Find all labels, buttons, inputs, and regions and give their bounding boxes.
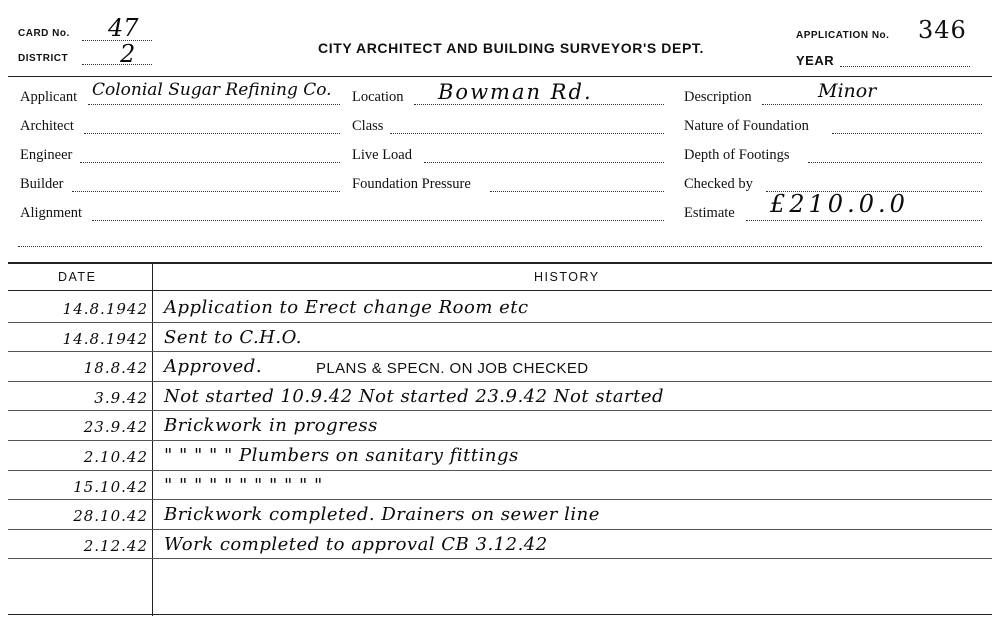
history-row-entry: Approved. xyxy=(164,356,263,378)
year-line xyxy=(840,66,970,67)
estimate-label: Estimate xyxy=(684,205,735,221)
depth-label: Depth of Footings xyxy=(684,147,790,163)
history-row-entry: Work completed to approval CB 3.12.42 xyxy=(164,533,548,555)
history-row-entry: Not started 10.9.42 Not started 23.9.42 Not started xyxy=(164,385,665,407)
applicant-line xyxy=(88,104,340,105)
card-no-value: 47 xyxy=(108,14,139,42)
district-value: 2 xyxy=(120,40,136,68)
alignment-label: Alignment xyxy=(20,205,83,221)
applicant-label: Applicant xyxy=(20,89,78,105)
extra-line xyxy=(18,246,982,247)
history-row-date: 2.10.42 xyxy=(83,448,148,466)
description-value: Minor xyxy=(818,80,877,102)
history-row-entry: Brickwork in progress xyxy=(164,415,378,437)
history-top-border xyxy=(8,262,992,264)
date-column-header: DATE xyxy=(58,270,97,284)
liveload-label: Live Load xyxy=(352,147,412,163)
class-label: Class xyxy=(352,118,384,134)
district-label: DISTRICT xyxy=(18,53,69,64)
history-row-entry: Brickwork completed. Drainers on sewer line xyxy=(164,504,600,526)
card-bottom-edge xyxy=(8,614,992,615)
class-line xyxy=(390,133,664,134)
depth-line xyxy=(808,162,982,163)
history-row-date: 23.9.42 xyxy=(83,418,148,437)
history-row-entry: " " " " " " " " " " " xyxy=(164,474,323,496)
description-label: Description xyxy=(684,89,752,105)
history-row-date: 2.12.42 xyxy=(83,536,148,555)
history-row-rule xyxy=(8,381,992,382)
estimate-line xyxy=(746,220,982,221)
history-row-date: 14.8.1942 xyxy=(62,329,148,348)
district-line xyxy=(82,64,152,65)
header-divider xyxy=(8,76,992,77)
liveload-line xyxy=(424,162,664,163)
location-value: Bowman Rd. xyxy=(438,80,593,104)
plans-checked-stamp: PLANS & SPECN. ON JOB CHECKED xyxy=(316,360,589,377)
history-row-rule xyxy=(8,351,992,352)
history-row-date: 28.10.42 xyxy=(73,507,148,526)
checked-label: Checked by xyxy=(684,176,753,192)
history-column-header: HISTORY xyxy=(534,270,600,284)
year-label: YEAR xyxy=(796,53,835,68)
location-label: Location xyxy=(352,89,404,105)
architect-label: Architect xyxy=(20,118,74,134)
history-row-rule xyxy=(8,470,992,471)
history-row-rule xyxy=(8,440,992,441)
builder-line xyxy=(72,191,340,192)
history-row-entry: Sent to C.H.O. xyxy=(164,326,303,348)
history-row-rule xyxy=(8,410,992,411)
history-header-divider xyxy=(8,290,992,291)
history-row-date: 3.9.42 xyxy=(94,388,148,407)
application-no-value: 346 xyxy=(918,16,967,44)
column-divider xyxy=(152,262,153,616)
history-row-date: 18.8.42 xyxy=(83,359,148,378)
alignment-line xyxy=(92,220,664,221)
location-line xyxy=(414,104,664,105)
description-line xyxy=(762,104,982,105)
nature-label: Nature of Foundation xyxy=(684,118,809,134)
history-row-rule xyxy=(8,499,992,500)
history-row-entry: " " " " " Plumbers on sanitary fittings xyxy=(164,445,519,466)
dept-title: CITY ARCHITECT AND BUILDING SURVEYOR'S DEPT. xyxy=(318,40,704,56)
history-row-date: 14.8.1942 xyxy=(62,300,148,318)
history-row-rule xyxy=(8,322,992,323)
applicant-value: Colonial Sugar Refining Co. xyxy=(92,80,332,100)
history-row-date: 15.10.42 xyxy=(73,477,148,496)
pressure-line xyxy=(490,191,664,192)
builder-label: Builder xyxy=(20,176,64,192)
engineer-label: Engineer xyxy=(20,147,73,163)
history-row-entry: Application to Erect change Room etc xyxy=(164,297,529,318)
architect-line xyxy=(84,133,340,134)
application-no-label: APPLICATION No. xyxy=(796,30,890,41)
card-no-label: CARD No. xyxy=(18,28,70,39)
engineer-line xyxy=(80,162,340,163)
nature-line xyxy=(832,133,982,134)
history-row-rule xyxy=(8,529,992,530)
estimate-value: £210.0.0 xyxy=(770,190,909,218)
history-row-rule xyxy=(8,558,992,559)
pressure-label: Foundation Pressure xyxy=(352,176,471,192)
